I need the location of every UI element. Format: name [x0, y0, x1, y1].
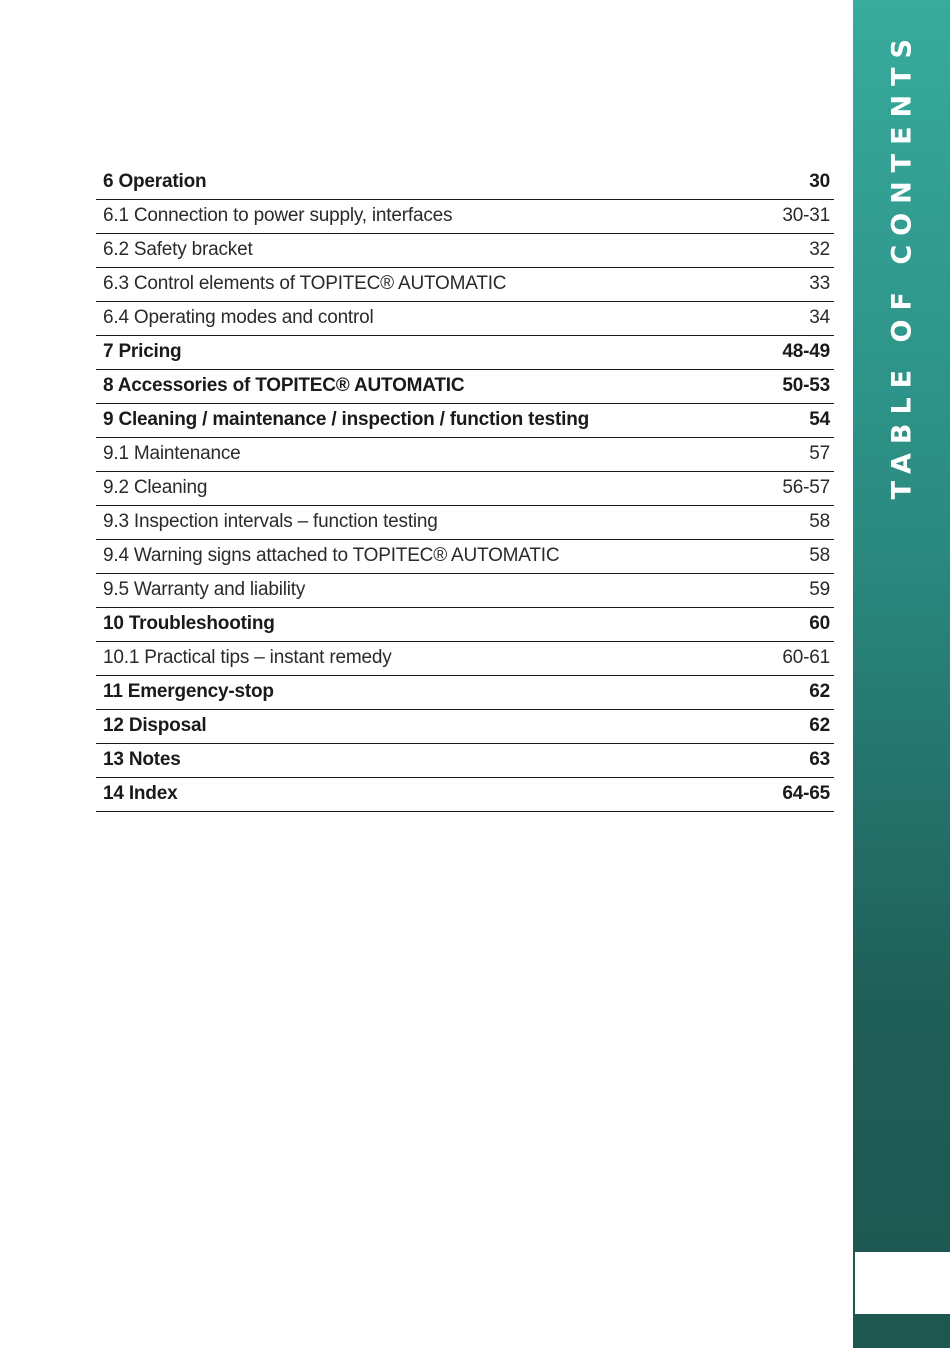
toc-entry-title: 14 Index — [103, 783, 178, 804]
toc-entry-title: 6.1 Connection to power supply, interfaces — [103, 205, 453, 226]
toc-entry-page: 60 — [809, 613, 830, 634]
toc-entry-title: 9.3 Inspection intervals – function testing — [103, 511, 438, 532]
table-of-contents — [96, 166, 834, 812]
toc-entry-title: 9 Cleaning / maintenance / inspection / function testing — [103, 409, 590, 430]
toc-entry-title: 6.4 Operating modes and control — [103, 307, 374, 328]
toc-entry-page: 33 — [809, 273, 830, 294]
toc-entry-title: 13 Notes — [103, 749, 181, 770]
toc-entry-page: 58 — [809, 545, 830, 566]
toc-entry-page: 30 — [809, 171, 830, 192]
toc-entry-title: 6.3 Control elements of TOPITEC® AUTOMATIC — [103, 273, 507, 294]
toc-entry-title: 9.2 Cleaning — [103, 477, 208, 498]
toc-entry[interactable] — [96, 200, 834, 234]
toc-entry-page: 48-49 — [782, 341, 830, 362]
toc-entry-title: 12 Disposal — [103, 715, 207, 736]
toc-entry-page: 32 — [809, 239, 830, 260]
toc-entry-page: 34 — [809, 307, 830, 328]
toc-entry[interactable] — [96, 268, 834, 302]
toc-entry-title: 11 Emergency-stop — [103, 681, 274, 702]
side-title-text: TABLE OF CONTENTS — [886, 30, 917, 500]
side-band — [853, 0, 950, 1348]
toc-entry-page: 50-53 — [782, 375, 830, 396]
toc-entry-title: 10.1 Practical tips – instant remedy — [103, 647, 392, 668]
toc-entry[interactable] — [96, 710, 834, 744]
toc-entry-page: 60-61 — [782, 647, 830, 668]
side-title — [886, 30, 917, 499]
toc-entry-title: 9.5 Warranty and liability — [103, 579, 306, 600]
toc-entry[interactable] — [96, 438, 834, 472]
toc-entry-title: 8 Accessories of TOPITEC® AUTOMATIC — [103, 375, 465, 396]
toc-entry-title: 7 Pricing — [103, 341, 182, 362]
toc-entry-page: 58 — [809, 511, 830, 532]
toc-entry[interactable] — [96, 676, 834, 710]
toc-entry-page: 57 — [809, 443, 830, 464]
toc-entry-title: 9.1 Maintenance — [103, 443, 241, 464]
toc-entry-page: 54 — [809, 409, 830, 430]
toc-entry-title: 9.4 Warning signs attached to TOPITEC® AUTOMATIC — [103, 545, 560, 566]
toc-entry[interactable] — [96, 404, 834, 438]
toc-entry[interactable] — [96, 336, 834, 370]
toc-entry[interactable] — [96, 472, 834, 506]
toc-entry-page: 56-57 — [782, 477, 830, 498]
toc-entry[interactable] — [96, 608, 834, 642]
toc-entry[interactable] — [96, 574, 834, 608]
toc-entry[interactable] — [96, 166, 834, 200]
side-tab — [855, 1252, 950, 1314]
toc-entry[interactable] — [96, 506, 834, 540]
toc-entry[interactable] — [96, 642, 834, 676]
toc-entry[interactable] — [96, 302, 834, 336]
toc-entry[interactable] — [96, 234, 834, 268]
toc-entry-page: 30-31 — [782, 205, 830, 226]
toc-entry-page: 59 — [809, 579, 830, 600]
toc-entry[interactable] — [96, 370, 834, 404]
toc-entry-title: 6.2 Safety bracket — [103, 239, 253, 260]
toc-entry-page: 62 — [809, 681, 830, 702]
toc-entry[interactable] — [96, 744, 834, 778]
toc-entry[interactable] — [96, 540, 834, 574]
toc-entry[interactable] — [96, 778, 834, 812]
toc-entry-page: 63 — [809, 749, 830, 770]
toc-entry-page: 64-65 — [782, 783, 830, 804]
toc-entry-page: 62 — [809, 715, 830, 736]
toc-entry-title: 10 Troubleshooting — [103, 613, 275, 634]
toc-entry-title: 6 Operation — [103, 171, 207, 192]
